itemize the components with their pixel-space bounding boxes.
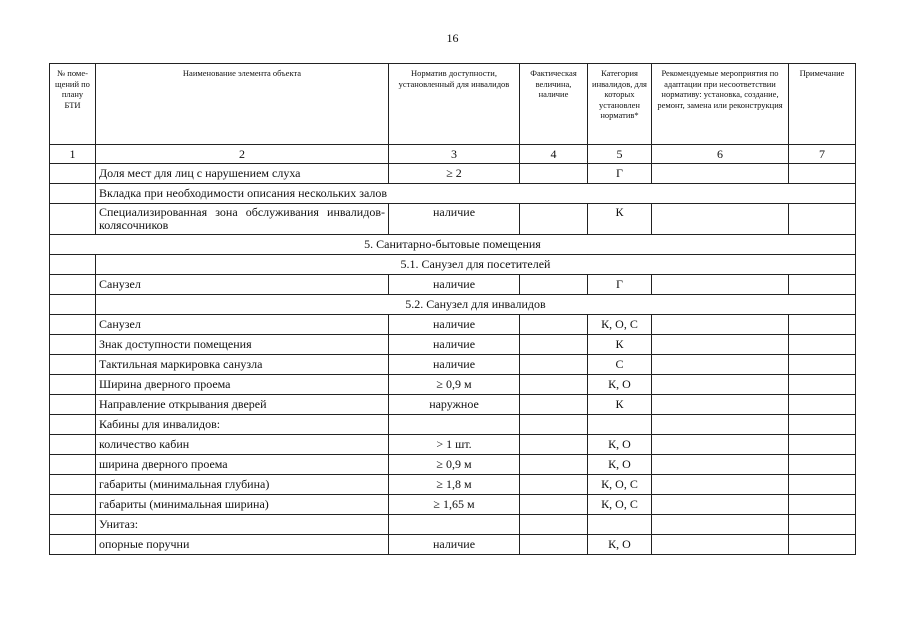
header-actual-value: Фактическая величина, наличие bbox=[520, 64, 588, 145]
table-row bbox=[50, 415, 856, 435]
element-name: количество кабин bbox=[96, 435, 389, 455]
header-recommended-measures: Рекомендуемые мероприятия по адаптации при несоответствии нормативу: установка, создание, ремонт, замена или реконструкция bbox=[652, 64, 789, 145]
element-name: Тактильная маркировка санузла bbox=[96, 355, 389, 375]
subsection-title: 5.1. Санузел для посетителей bbox=[96, 255, 856, 275]
norm-value: наличие bbox=[389, 355, 520, 375]
header-note: Примечание bbox=[789, 64, 856, 145]
accessibility-table bbox=[49, 63, 856, 555]
norm-value: ≥ 0,9 м bbox=[389, 375, 520, 395]
category-value: К, О, С bbox=[588, 315, 652, 335]
category-value: С bbox=[588, 355, 652, 375]
element-name: Знак доступности помещения bbox=[96, 335, 389, 355]
element-name: габариты (минимальная ширина) bbox=[96, 495, 389, 515]
category-value: К, О bbox=[588, 455, 652, 475]
element-name: Доля мест для лиц с нарушением слуха bbox=[96, 164, 389, 184]
category-value: К, О, С bbox=[588, 475, 652, 495]
table-row bbox=[50, 535, 856, 555]
category-value: К, О, С bbox=[588, 495, 652, 515]
table-row bbox=[50, 455, 856, 475]
column-number: 7 bbox=[789, 145, 856, 164]
element-name: Специализированная зона обслуживания инвалидов-колясочников bbox=[96, 204, 389, 235]
element-name: ширина дверного проема bbox=[96, 455, 389, 475]
table-row bbox=[50, 475, 856, 495]
subsection-title: 5.2. Санузел для инвалидов bbox=[96, 295, 856, 315]
table-row bbox=[50, 275, 856, 295]
norm-value: ≥ 2 bbox=[389, 164, 520, 184]
norm-value: наличие bbox=[389, 535, 520, 555]
category-value: К, О bbox=[588, 375, 652, 395]
element-name: габариты (минимальная глубина) bbox=[96, 475, 389, 495]
norm-value: наличие bbox=[389, 315, 520, 335]
norm-value: > 1 шт. bbox=[389, 435, 520, 455]
subsection-heading-row bbox=[50, 295, 856, 315]
subsection-heading-row bbox=[50, 255, 856, 275]
table-row bbox=[50, 495, 856, 515]
header-room-number: № поме-щений по плану БТИ bbox=[50, 64, 96, 145]
category-value: Г bbox=[588, 164, 652, 184]
norm-value: ≥ 1,65 м bbox=[389, 495, 520, 515]
norm-value: наличие bbox=[389, 204, 520, 235]
table-row bbox=[50, 395, 856, 415]
category-value: К bbox=[588, 395, 652, 415]
table-row bbox=[50, 335, 856, 355]
category-value: К bbox=[588, 335, 652, 355]
table-row bbox=[50, 204, 856, 235]
norm-value: наличие bbox=[389, 335, 520, 355]
category-value: К, О bbox=[588, 535, 652, 555]
category-value: К bbox=[588, 204, 652, 235]
norm-value: наличие bbox=[389, 275, 520, 295]
column-number: 4 bbox=[520, 145, 588, 164]
table-row bbox=[50, 435, 856, 455]
element-name: опорные поручни bbox=[96, 535, 389, 555]
element-name: Санузел bbox=[96, 275, 389, 295]
column-number: 3 bbox=[389, 145, 520, 164]
element-name: Санузел bbox=[96, 315, 389, 335]
column-number-row bbox=[50, 145, 856, 164]
table-row bbox=[50, 515, 856, 535]
table-row bbox=[50, 184, 856, 204]
table-row bbox=[50, 315, 856, 335]
header-norm: Норматив доступности, установленный для инвалидов bbox=[389, 64, 520, 145]
element-name: Кабины для инвалидов: bbox=[96, 415, 389, 435]
table-row bbox=[50, 355, 856, 375]
column-number: 1 bbox=[50, 145, 96, 164]
section-heading-row bbox=[50, 235, 856, 255]
table-header-row bbox=[50, 64, 856, 145]
table-row bbox=[50, 164, 856, 184]
header-disability-category: Категория инвалидов, для которых установлен норматив* bbox=[588, 64, 652, 145]
norm-value: ≥ 1,8 м bbox=[389, 475, 520, 495]
norm-value: наружное bbox=[389, 395, 520, 415]
header-element-name: Наименование элемента объекта bbox=[96, 64, 389, 145]
column-number: 2 bbox=[96, 145, 389, 164]
element-name: Ширина дверного проема bbox=[96, 375, 389, 395]
element-name: Вкладка при необходимости описания нескольких залов bbox=[96, 184, 856, 204]
table-row bbox=[50, 375, 856, 395]
page-number: 16 bbox=[446, 31, 459, 45]
column-number: 5 bbox=[588, 145, 652, 164]
category-value: Г bbox=[588, 275, 652, 295]
column-number: 6 bbox=[652, 145, 789, 164]
element-name: Унитаз: bbox=[96, 515, 389, 535]
element-name: Направление открывания дверей bbox=[96, 395, 389, 415]
section-title: 5. Санитарно-бытовые помещения bbox=[50, 235, 856, 255]
norm-value: ≥ 0,9 м bbox=[389, 455, 520, 475]
category-value: К, О bbox=[588, 435, 652, 455]
